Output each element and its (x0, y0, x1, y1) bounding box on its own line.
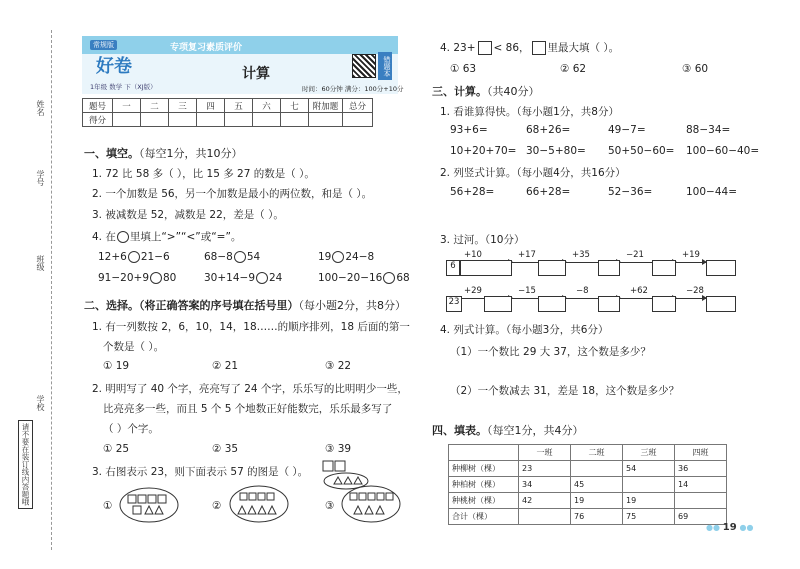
score-input-cell[interactable] (281, 113, 309, 127)
compare-right: 80 (163, 272, 177, 284)
compare-circle-input[interactable] (128, 251, 140, 263)
table-cell: 19 (623, 493, 675, 509)
table-row (449, 509, 727, 525)
s3-q2-heading (440, 165, 626, 180)
chain-op: −28 (686, 286, 704, 296)
oral-calc: 88−34= (686, 124, 731, 136)
oral-calc: 93+6= (450, 124, 488, 136)
score-input-cell[interactable] (169, 113, 197, 127)
binding-line (51, 30, 52, 550)
score-input-cell[interactable] (141, 113, 169, 127)
score-cell: 一 (113, 99, 141, 113)
compare-left: 30+14−9 (204, 272, 255, 284)
page-number (706, 522, 753, 533)
s2-question-2-line3: （ ）个字。 (103, 423, 159, 435)
s3-q2-note: （每小题4分，共16分） (516, 167, 626, 179)
s1-question-1: 1. 72 比 58 多（ ），比 15 多 27 的数是（ ）。 (92, 168, 315, 180)
chain-op: +10 (464, 250, 482, 260)
compare-left: 19 (318, 251, 332, 263)
section-2-title-bold: （将正确答案的序号填在括号里） (139, 299, 299, 312)
s2-q2-option[interactable]: ③ 39 (325, 443, 352, 455)
compare-circle-input[interactable] (256, 272, 268, 284)
oral-calc: 100−60−40= (686, 145, 760, 157)
compare-item (204, 272, 282, 284)
word-problem-1: （1）一个数比 29 大 37，这个数是多少？ (450, 346, 651, 358)
vertical-calc: 66+28= (526, 186, 571, 198)
chain-answer-box[interactable] (460, 260, 512, 276)
s2-question-1-line1: 1. 有一列数按 2，6，10，14，18……的顺序排列，18 后面的第一 (92, 321, 410, 333)
score-cell: 二 (141, 99, 169, 113)
word-problem-2: （2）一个数减去 31，差是 18，这个数是多少？ (450, 385, 680, 397)
chain-op: +17 (518, 250, 536, 260)
section-3-heading (432, 83, 540, 99)
table-cell: 19 (571, 493, 623, 509)
s2-question-3: 3. 右图表示 23，则下面表示 57 的图是（ ）。 (92, 466, 309, 478)
brand-logo: 好卷 (96, 56, 132, 77)
table-blank-cell[interactable] (571, 461, 623, 477)
table-header-row (449, 445, 727, 461)
s3-q3-heading (440, 232, 524, 247)
dots-icon: ●● (706, 523, 723, 532)
table-cell: 75 (623, 509, 675, 525)
compare-item (318, 251, 374, 263)
qr-code (352, 54, 376, 78)
score-cell: 得分 (83, 113, 113, 127)
table-blank-cell[interactable] (623, 477, 675, 493)
compare-right: 24 (269, 272, 283, 284)
section-3-title: 三、计算。 (432, 85, 487, 98)
compare-circle-input[interactable] (150, 272, 162, 284)
dots-icon: ●● (736, 523, 754, 532)
s3-q4-title: 4. 列式计算。 (440, 324, 506, 336)
chain-answer-box[interactable] (652, 296, 676, 312)
chain-answer-box[interactable] (484, 296, 512, 312)
row-label: 合计（棵） (449, 509, 519, 525)
chain-op: +62 (630, 286, 648, 296)
table-cell: 69 (675, 509, 727, 525)
score-cell: 附加题 (309, 99, 343, 113)
table-cell: 76 (571, 509, 623, 525)
score-input-cell[interactable] (343, 113, 373, 127)
table-cell: 42 (519, 493, 571, 509)
s2-q2-option[interactable]: ② 35 (212, 443, 239, 455)
oral-calc: 68+26= (526, 124, 571, 136)
table-row (449, 477, 727, 493)
option-figure-3 (340, 484, 402, 524)
table-row (449, 461, 727, 477)
binding-sidebar (0, 0, 80, 569)
compare-right: 24−8 (345, 251, 375, 263)
exam-meta: 时间：60分钟 满分：100分+10分 (302, 85, 404, 93)
s3-q2-title: 2. 列竖式计算。 (440, 167, 517, 179)
s3-q3-title: 3. 过河。 (440, 234, 485, 246)
circle-blank-icon (117, 231, 129, 243)
s2-q4-option[interactable]: ① 63 (450, 63, 477, 75)
chain-answer-box[interactable] (706, 296, 736, 312)
row-label: 种桃树（棵） (449, 493, 519, 509)
score-input-cell[interactable] (197, 113, 225, 127)
s2-q3-option[interactable]: ② (212, 500, 222, 512)
s2-q4-mid: < 86， (493, 42, 530, 54)
section-1-heading (84, 145, 243, 161)
chain-answer-box[interactable] (538, 260, 566, 276)
table-blank-cell[interactable] (675, 493, 727, 509)
page-number-text: 19 (722, 522, 737, 533)
chain-answer-box[interactable] (706, 260, 736, 276)
chain-answer-box[interactable] (598, 260, 620, 276)
chain-start: 23 (446, 296, 462, 312)
section-4-title: 四、填表。 (432, 424, 487, 437)
vertical-calc: 56+28= (450, 186, 495, 198)
s2-q3-option[interactable]: ① (103, 500, 113, 512)
table-row (449, 493, 727, 509)
score-input-cell[interactable] (253, 113, 281, 127)
compare-circle-input[interactable] (234, 251, 246, 263)
section-4-heading (432, 422, 584, 438)
score-input-cell[interactable] (113, 113, 141, 127)
s2-q4-option[interactable]: ② 62 (560, 63, 587, 75)
s1-q4-lead: 4. 在 (92, 231, 116, 243)
compare-circle-input[interactable] (332, 251, 344, 263)
compare-left: 68−8 (204, 251, 233, 263)
score-table-score-row (83, 113, 373, 127)
score-input-cell[interactable] (225, 113, 253, 127)
table-cell: 36 (675, 461, 727, 477)
score-cell: 总分 (343, 99, 373, 113)
vertical-calc: 52−36= (608, 186, 653, 198)
score-cell: 四 (197, 99, 225, 113)
compare-right: 54 (246, 251, 261, 263)
page-title: 计算 (242, 66, 270, 82)
s2-q3-option[interactable]: ③ (325, 500, 335, 512)
table-cell: 45 (571, 477, 623, 493)
chain-start: 6 (446, 260, 460, 276)
qr-label: 错题本 (378, 52, 392, 80)
s2-question-2-line1: 2. 明明写了 40 个字，亮亮写了 24 个字，乐乐写的比明明少一些， (92, 383, 408, 395)
table-cell: 54 (623, 461, 675, 477)
s2-q2-option[interactable]: ① 25 (103, 443, 130, 455)
score-cell: 六 (253, 99, 281, 113)
s3-q3-note: （10分） (484, 234, 525, 246)
chain-op: +19 (682, 250, 700, 260)
s3-q1-note: （每小题1分，共8分） (516, 106, 619, 118)
score-cell: 题号 (83, 99, 113, 113)
s2-question-2-line2: 比亮亮多一些，而且 5 个 5 个地数正好能数完，乐乐最多写了 (103, 403, 393, 415)
chain-op: −21 (626, 250, 644, 260)
table-cell: 14 (675, 477, 727, 493)
arrow-icon (676, 262, 706, 263)
table-header-cell (449, 445, 519, 461)
section-3-note: （共40分） (487, 85, 540, 98)
s3-q1-heading (440, 104, 619, 119)
table-header-cell: 一班 (519, 445, 571, 461)
compare-left: 100−20−16 (318, 272, 383, 284)
edition-badge: 常规版 (90, 40, 117, 50)
s2-q4-lead: 4. 23+ (440, 42, 476, 54)
s2-q1-option[interactable]: ③ 22 (325, 360, 352, 372)
row-label: 种柏树（棵） (449, 477, 519, 493)
s1-q4-rest: 里填上“>”“<”或“=”。 (129, 231, 242, 243)
score-input-cell[interactable] (309, 113, 343, 127)
table-header-cell: 三班 (623, 445, 675, 461)
compare-left: 91−20+9 (98, 272, 149, 284)
option-figure-1 (118, 486, 180, 524)
score-cell: 三 (169, 99, 197, 113)
chain-answer-box[interactable] (598, 296, 620, 312)
compare-circle-input[interactable] (383, 272, 395, 284)
s2-q4-option[interactable]: ③ 60 (682, 63, 709, 75)
s2-question-4 (440, 40, 619, 55)
score-cell: 七 (281, 99, 309, 113)
s1-question-4 (92, 229, 241, 244)
row-label: 种柳树（棵） (449, 461, 519, 477)
banner-title: 专项复习素质评价 (170, 43, 243, 53)
s2-q1-option[interactable]: ② 21 (212, 360, 239, 372)
section-2-title: 二、选择。 (84, 299, 139, 312)
table-header-cell: 四班 (675, 445, 727, 461)
name-label: 姓名 (36, 100, 45, 116)
section-1-title: 一、填空。 (84, 147, 139, 160)
class-label: 班级 (36, 255, 45, 271)
table-header-cell: 二班 (571, 445, 623, 461)
oral-calc: 50+50−60= (608, 145, 675, 157)
arrow-icon (676, 298, 706, 299)
chain-op: −15 (518, 286, 536, 296)
tree-planting-table (448, 444, 727, 525)
compare-left: 12+6 (98, 251, 127, 263)
compare-right: 21−6 (140, 251, 170, 263)
compare-item (98, 251, 170, 263)
compare-item (98, 272, 176, 284)
chain-op: +35 (572, 250, 590, 260)
score-table (82, 98, 373, 127)
s3-q4-note: （每小题3分，共6分） (505, 324, 609, 336)
chain-op: −8 (576, 286, 589, 296)
section-2-note: （每小题2分，共8分） (298, 299, 406, 312)
s2-q1-option[interactable]: ① 19 (103, 360, 130, 372)
school-label: 学校 (36, 395, 45, 411)
option-figure-2 (228, 484, 290, 524)
table-cell: 34 (519, 477, 571, 493)
square-blank-icon (532, 41, 546, 55)
chain-answer-box[interactable] (538, 296, 566, 312)
s3-q1-title: 1. 看谁算得快。 (440, 106, 517, 118)
grade-subtitle: 1年级 数学 下（XJ版） (90, 83, 157, 91)
oral-calc: 49−7= (608, 124, 646, 136)
oral-calc: 10+20+70= (450, 145, 517, 157)
table-blank-cell[interactable] (519, 509, 571, 525)
s3-q4-heading (440, 322, 608, 337)
square-blank-input[interactable] (478, 41, 492, 55)
s1-question-2: 2. 一个加数是 56，另一个加数是最小的两位数，和是（ ）。 (92, 188, 373, 200)
binding-notice: 请不要在装订线内答题哦 (18, 420, 33, 509)
compare-item (318, 272, 410, 284)
section-2-heading (84, 297, 406, 313)
chain-op: +29 (464, 286, 482, 296)
s2-question-1-line2: 个数是（ ）。 (103, 341, 165, 353)
oral-calc: 30−5+80= (526, 145, 586, 157)
score-cell: 五 (225, 99, 253, 113)
section-1-note: （每空1分，共10分） (139, 147, 243, 160)
student-id-label: 学号 (36, 170, 45, 186)
s2-q4-rest: 里最大填（ ）。 (547, 42, 620, 54)
chain-answer-box[interactable] (652, 260, 676, 276)
score-table-header-row (83, 99, 373, 113)
compare-item (204, 251, 260, 263)
section-4-note: （每空1分，共4分） (487, 424, 584, 437)
s1-question-3: 3. 被减数是 52，减数是 22，差是（ ）。 (92, 209, 284, 221)
vertical-calc: 100−44= (686, 186, 737, 198)
compare-right: 68 (396, 272, 410, 284)
table-cell: 23 (519, 461, 571, 477)
